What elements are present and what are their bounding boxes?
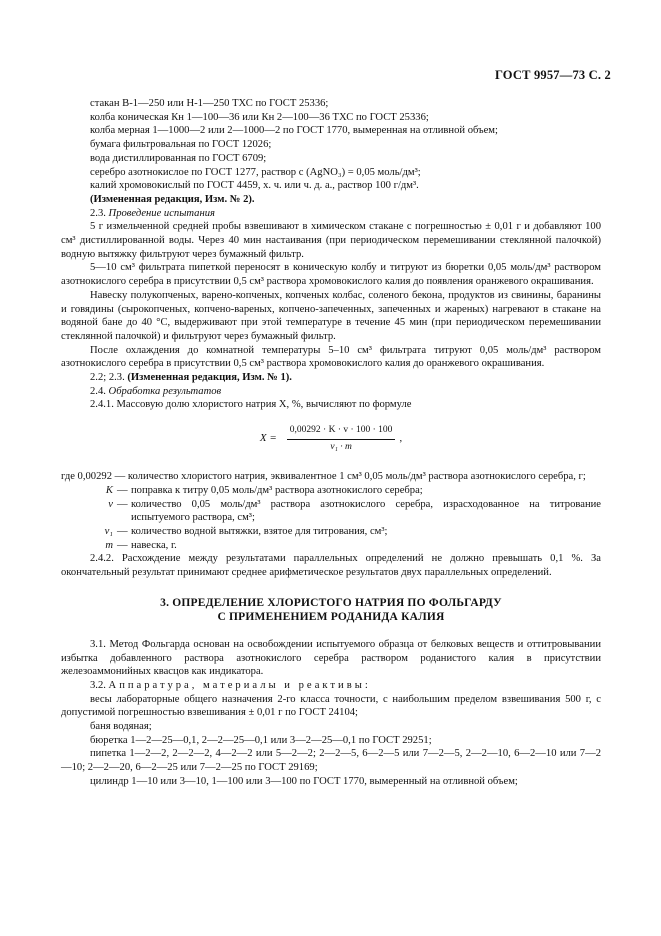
paragraph: Навеску полукопченых, варено-копченых, копченых колбас, соленого бекона, продуктов из свинины, баранины и говядины (сырокопченых, копчено-вареных, копчено-запеченных, запеченных и жареных) нагревают в стакане на водяной бане до 40 °С, выдерживают при этой температуре в течение 45 мин (при периодическом перемешивании стеклянной палочкой) и фильтруют через бумажный фильтр. [61, 289, 601, 342]
page-header: ГОСТ 9957—73 С. 2 [494, 68, 611, 82]
legend-dash: — [117, 525, 128, 537]
legend-text: поправка к титру 0,05 моль/дм³ раствора азотнокислого серебра; [131, 484, 423, 496]
legend-row [61, 539, 601, 553]
legend-symbol: v [108, 498, 113, 510]
legend-text: количество 0,05 моль/дм³ раствора азотнокислого серебра, израсходованное на титрование испытуемого раствора, см³; [131, 498, 601, 524]
paragraph: 2.4.2. Расхождение между результатами параллельных определений не должно превышать 0,1 %. За окончательный результат принимают среднее арифметическое результатов двух параллельных определений. [61, 553, 601, 579]
legend-dash: — [117, 498, 128, 510]
formula-denominator: v₁ · m [330, 441, 352, 452]
legend-dash: — [117, 484, 128, 496]
section-number: 2.3. [90, 207, 109, 219]
section-3-title-line-2: С ПРИМЕНЕНИЕМ РОДАНИДА КАЛИЯ [217, 610, 445, 623]
amendment-note: (Измененная редакция, Изм. № 2). [90, 193, 255, 205]
list-item: калий хромовокислый по ГОСТ 4459, х. ч. или ч. д. а., раствор 100 г/дм³. [90, 180, 419, 192]
amendment-bold: (Измененная редакция, Изм. № 1). [127, 372, 292, 384]
amendment-prefix: 2.2; 2.3. [90, 372, 128, 384]
section-number: 2.4. [90, 385, 109, 397]
legend-text: количество хлористого натрия, эквивалентное 1 см³ 0,05 моль/дм³ раствора азотнокислого серебра, г; [127, 471, 586, 483]
section-title: Обработка результатов [108, 385, 222, 397]
list-item: вода дистиллированная по ГОСТ 6709; [90, 152, 267, 164]
list-item: бюретка 1—2—25—0,1, 2—2—25—0,1 или 3—2—25—0,1 по ГОСТ 29251; [90, 734, 432, 746]
legend-text: навеска, г. [131, 539, 177, 551]
section-number: 3.2. [90, 679, 109, 691]
paragraph: 2.4.1. Массовую долю хлористого натрия X, %, вычисляют по формуле [90, 399, 412, 411]
section-heading-2-4 [61, 385, 601, 399]
legend-symbol: v₁ [104, 525, 113, 537]
legend-symbol: K [105, 484, 113, 496]
paragraph: 5 г измельченной средней пробы взвешивают в химическом стакане с погрешностью ± 0,01 г и добавляют 100 см³ дистиллированной воды. Через 40 мин настаивания (при периодическом перемешивании стеклянной палочкой) водную вытяжку фильтруют через бумажный фильтр. [61, 221, 601, 260]
section-heading-2-3 [61, 207, 601, 221]
formula-fraction [287, 424, 396, 454]
legend-row-first [61, 470, 601, 484]
list-item: баня водяная; [90, 721, 152, 733]
list-item: весы лабораторные общего назначения 2-го класса точности, с наибольшим пределом взвешивания 500 г, с допустимой погрешностью взвешивания ± 0,01 г по ГОСТ 24104; [61, 693, 601, 719]
list-item: пипетка 1—2—2, 2—2—2, 4—2—2 или 5—2—2; 2—2—5, 6—2—5 или 7—2—5, 2—2—10, 6—2—10 или 7—2—10; 2—2—20, 6—2—25 или 7—2—25 по ГОСТ 29169; [61, 748, 601, 774]
formula-lhs: X = [259, 432, 277, 445]
paragraph: После охлаждения до комнатной температуры 5–10 см³ фильтрата титруют 0,05 моль/дм³ раствором азотнокислого серебра в присутствии 0,5 см³ раствора хромовокислого калия до оранжевого окрашивания. [61, 344, 601, 370]
variable-legend [61, 470, 601, 552]
section-3-title [61, 596, 601, 624]
section-3-title-line-1: 3. ОПРЕДЕЛЕНИЕ ХЛОРИСТОГО НАТРИЯ ПО ФОЛЬГАРДУ [160, 596, 502, 609]
section-title: Аппаратура, материалы и реактивы: [108, 679, 371, 691]
list-item: цилиндр 1—10 или 3—10, 1—100 или 3—100 по ГОСТ 1770, вымеренный на отливной объем; [90, 775, 518, 787]
legend-row [61, 498, 601, 525]
formula-numerator: 0,00292 · K · v · 100 · 100 [287, 424, 396, 440]
legend-row [61, 484, 601, 498]
legend-symbol: где 0,00292 — [61, 471, 126, 483]
list-item: колба мерная 1—1000—2 или 2—1000—2 по ГОСТ 1770, вымеренная на отливной объем; [90, 125, 498, 137]
paragraph: 3.1. Метод Фольгарда основан на освобождении испытуемого образца от белковых веществ и оттитровывании избытка добавленного раствора азотнокислого серебра раствором роданистого калия в присутствии железоаммонийных квасцов как индикатора. [61, 638, 601, 678]
legend-text: количество водной вытяжки, взятое для титрования, см³; [131, 525, 388, 537]
legend-dash: — [117, 539, 128, 551]
legend-row [61, 470, 601, 484]
list-item: колба коническая Кн 1—100—36 или Кн 2—100—36 ТХС по ГОСТ 25336; [90, 111, 429, 123]
amendment-note [61, 371, 601, 385]
section-title: Проведение испытания [108, 207, 215, 219]
list-item: стакан В-1—250 или Н-1—250 ТХС по ГОСТ 25336; [90, 98, 329, 109]
list-item: серебро азотнокислое по ГОСТ 1277, раствор c (AgNO₃) = 0,05 моль/дм³; [90, 166, 421, 178]
formula-tail: , [399, 433, 403, 445]
paragraph: 5—10 см³ фильтрата пипеткой переносят в коническую колбу и титруют из бюретки 0,05 моль/дм³ раствором азотнокислого серебра в присутствии 0,5 см³ раствора хромовокислого калия до появления оранжевого окрашивания. [61, 262, 601, 288]
section-heading-3-2 [61, 679, 601, 693]
formula [61, 414, 601, 464]
list-item: бумага фильтровальная по ГОСТ 12026; [90, 139, 272, 151]
legend-symbol: m [105, 539, 113, 551]
legend-row [61, 525, 601, 539]
document-body [61, 97, 601, 789]
